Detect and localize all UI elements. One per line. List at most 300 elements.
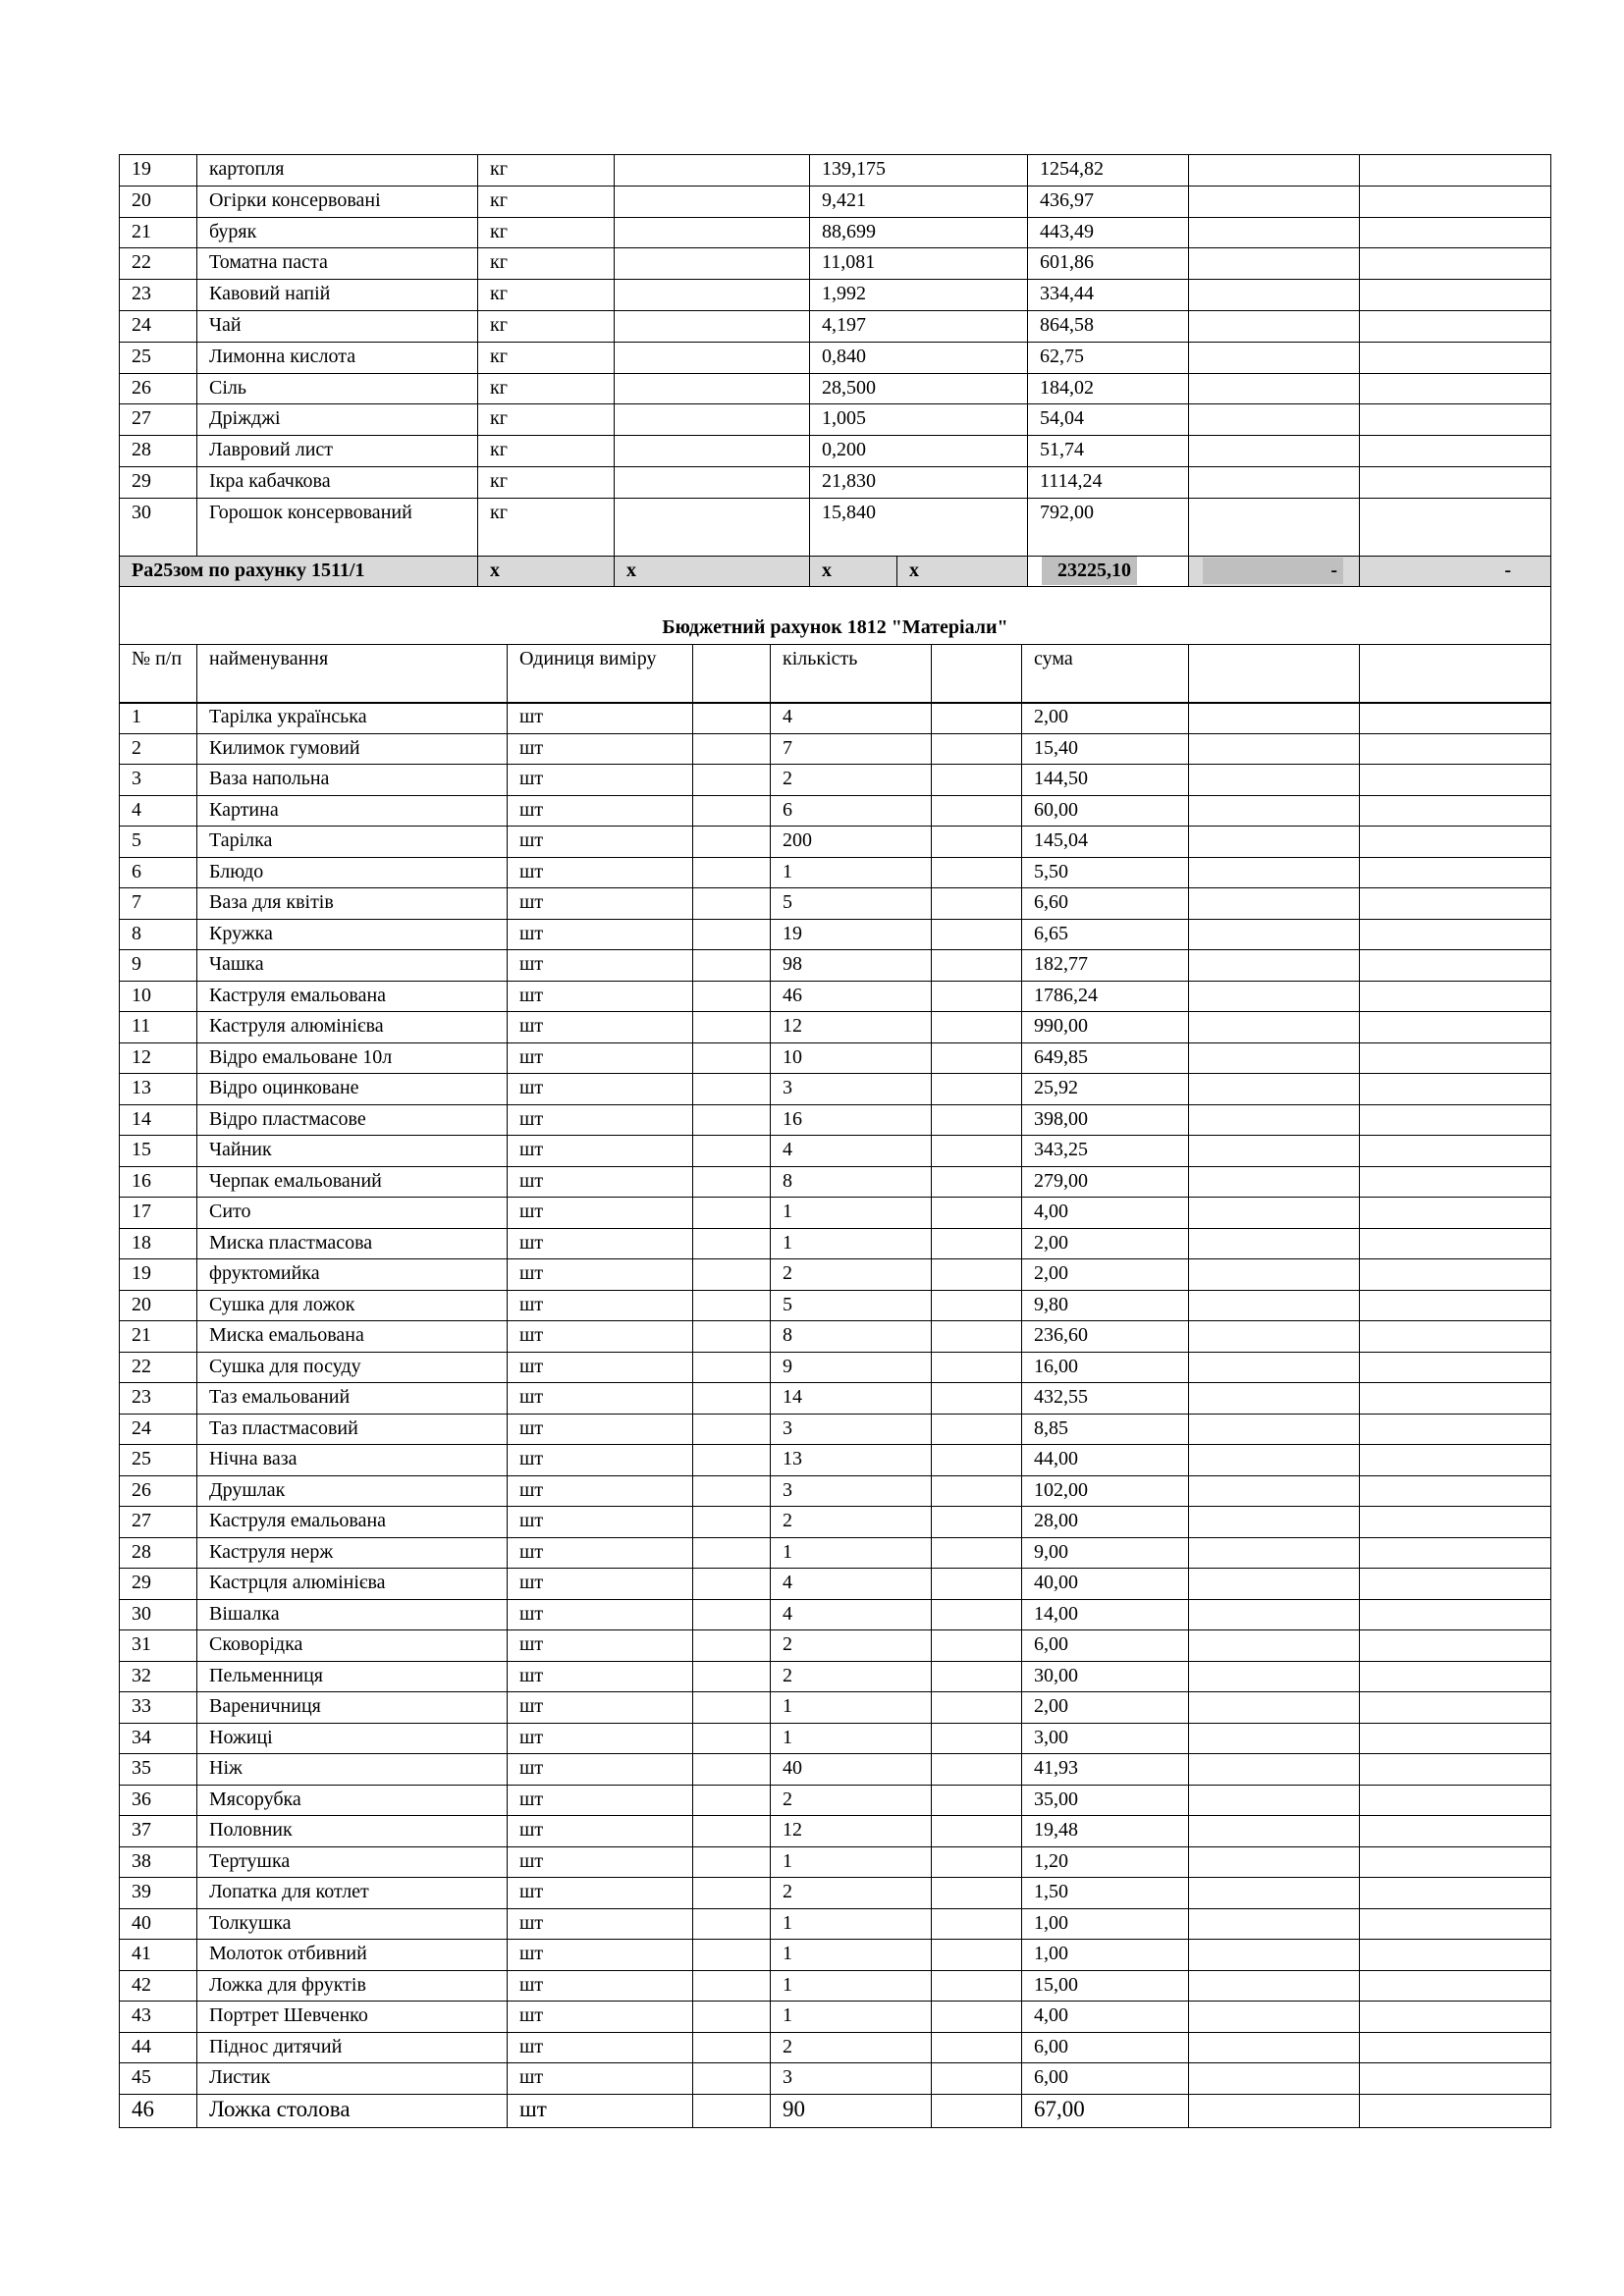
table-row <box>120 1661 1551 1692</box>
empty-cell <box>1360 1630 1551 1662</box>
item-unit: кг <box>478 342 615 373</box>
empty-cell <box>1360 1104 1551 1136</box>
empty-cell <box>932 1569 1022 1600</box>
row-number: 33 <box>120 1692 197 1724</box>
empty-cell <box>615 310 810 342</box>
item-sum: 14,00 <box>1022 1599 1189 1630</box>
item-unit: шт <box>508 888 693 920</box>
item-quantity: 16 <box>771 1104 932 1136</box>
item-unit: шт <box>508 1414 693 1445</box>
item-sum: 6,00 <box>1022 1630 1189 1662</box>
empty-cell <box>1360 888 1551 920</box>
empty-cell <box>693 981 771 1012</box>
empty-cell <box>932 1630 1022 1662</box>
item-quantity: 1 <box>771 1846 932 1878</box>
item-name: Лимонна кислота <box>197 342 478 373</box>
item-unit: шт <box>508 857 693 888</box>
table-row <box>120 2063 1551 2095</box>
item-name: Лавровий лист <box>197 436 478 467</box>
empty-cell <box>1360 795 1551 827</box>
item-quantity: 4,197 <box>810 310 1028 342</box>
item-unit: кг <box>478 373 615 404</box>
item-quantity: 1 <box>771 1198 932 1229</box>
row-number: 22 <box>120 248 197 280</box>
empty-cell <box>1360 1228 1551 1259</box>
empty-cell <box>1360 765 1551 796</box>
table-row <box>120 1816 1551 1847</box>
item-unit: шт <box>508 1692 693 1724</box>
row-number: 19 <box>120 1259 197 1291</box>
item-name: Каструля нерж <box>197 1537 508 1569</box>
empty-cell <box>932 1198 1022 1229</box>
empty-cell <box>615 436 810 467</box>
item-name: картопля <box>197 155 478 187</box>
empty-cell <box>1189 342 1360 373</box>
header-sum: сума <box>1022 645 1189 704</box>
empty-cell <box>932 1692 1022 1724</box>
item-name: Таз емальований <box>197 1383 508 1415</box>
item-sum: 51,74 <box>1028 436 1189 467</box>
empty-cell <box>693 1970 771 2002</box>
item-name: Таз пластмасовий <box>197 1414 508 1445</box>
empty-cell <box>1189 280 1360 311</box>
item-sum: 30,00 <box>1022 1661 1189 1692</box>
empty-cell <box>1360 1166 1551 1198</box>
empty-cell <box>1360 1259 1551 1291</box>
empty-cell <box>1189 186 1360 217</box>
item-unit: шт <box>508 2094 693 2127</box>
empty-cell <box>693 2063 771 2095</box>
row-number: 10 <box>120 981 197 1012</box>
table-row <box>120 1940 1551 1971</box>
item-sum: 649,85 <box>1022 1042 1189 1074</box>
empty-cell <box>932 733 1022 765</box>
summary-dash-cell <box>1189 556 1360 586</box>
empty-cell <box>932 1878 1022 1909</box>
row-number: 32 <box>120 1661 197 1692</box>
empty-cell <box>693 1475 771 1507</box>
empty-cell <box>1360 1661 1551 1692</box>
item-unit: шт <box>508 1104 693 1136</box>
empty-cell <box>1360 1846 1551 1878</box>
item-quantity: 0,840 <box>810 342 1028 373</box>
item-sum: 990,00 <box>1022 1012 1189 1043</box>
item-name: Картина <box>197 795 508 827</box>
item-sum: 184,02 <box>1028 373 1189 404</box>
table-row <box>120 186 1551 217</box>
empty-cell <box>1360 1136 1551 1167</box>
item-name: Ваза для квітів <box>197 888 508 920</box>
empty-cell <box>693 1630 771 1662</box>
empty-cell <box>693 888 771 920</box>
empty-cell <box>693 1290 771 1321</box>
item-name: Миска пластмасова <box>197 1228 508 1259</box>
item-quantity: 19 <box>771 919 932 950</box>
item-sum: 8,85 <box>1022 1414 1189 1445</box>
item-unit: шт <box>508 919 693 950</box>
empty-cell <box>932 1074 1022 1105</box>
empty-cell <box>1360 217 1551 248</box>
empty-cell <box>1360 2032 1551 2063</box>
empty-cell <box>693 1352 771 1383</box>
empty-cell <box>1189 1259 1360 1291</box>
empty-cell <box>932 1723 1022 1754</box>
table-row <box>120 280 1551 311</box>
item-quantity: 1 <box>771 1940 932 1971</box>
item-unit: кг <box>478 404 615 436</box>
row-number: 16 <box>120 1166 197 1198</box>
item-name: Листик <box>197 2063 508 2095</box>
item-sum: 1,20 <box>1022 1846 1189 1878</box>
item-name: Сушка для ложок <box>197 1290 508 1321</box>
empty-cell <box>693 1940 771 1971</box>
table-row <box>120 498 1551 556</box>
header-number: № п/п <box>120 645 197 704</box>
row-number: 27 <box>120 404 197 436</box>
row-number: 42 <box>120 1970 197 2002</box>
empty-cell <box>1360 1723 1551 1754</box>
table-row <box>120 1630 1551 1662</box>
item-sum: 1114,24 <box>1028 466 1189 498</box>
row-number: 24 <box>120 310 197 342</box>
row-number: 7 <box>120 888 197 920</box>
empty-cell <box>1360 466 1551 498</box>
empty-cell <box>1360 404 1551 436</box>
table-row <box>120 1321 1551 1353</box>
empty-cell <box>1360 498 1551 556</box>
item-unit: шт <box>508 1661 693 1692</box>
row-number: 12 <box>120 1042 197 1074</box>
empty-cell <box>1189 1754 1360 1786</box>
row-number: 34 <box>120 1723 197 1754</box>
empty-cell <box>1360 827 1551 858</box>
row-number: 4 <box>120 795 197 827</box>
item-sum: 6,65 <box>1022 919 1189 950</box>
item-unit: шт <box>508 1352 693 1383</box>
item-quantity: 2 <box>771 1630 932 1662</box>
item-sum: 1,50 <box>1022 1878 1189 1909</box>
empty-cell <box>1189 2063 1360 2095</box>
empty-cell <box>1189 919 1360 950</box>
item-unit: кг <box>478 155 615 187</box>
empty-cell <box>693 1042 771 1074</box>
item-name: Каструля алюмінієва <box>197 1012 508 1043</box>
item-quantity: 12 <box>771 1012 932 1043</box>
item-quantity: 1 <box>771 1228 932 1259</box>
item-quantity: 11,081 <box>810 248 1028 280</box>
table-row <box>120 404 1551 436</box>
item-sum: 1,00 <box>1022 1940 1189 1971</box>
item-quantity: 1 <box>771 857 932 888</box>
item-sum: 54,04 <box>1028 404 1189 436</box>
item-unit: шт <box>508 703 693 734</box>
item-unit: шт <box>508 1445 693 1476</box>
row-number: 35 <box>120 1754 197 1786</box>
item-name: Відро пластмасове <box>197 1104 508 1136</box>
empty-cell <box>932 1104 1022 1136</box>
table-row <box>120 1012 1551 1043</box>
empty-cell <box>693 1507 771 1538</box>
item-unit: шт <box>508 981 693 1012</box>
row-number: 29 <box>120 1569 197 1600</box>
row-number: 44 <box>120 2032 197 2063</box>
item-sum: 15,40 <box>1022 733 1189 765</box>
item-sum: 15,00 <box>1022 1970 1189 2002</box>
row-number: 43 <box>120 2002 197 2033</box>
summary-row <box>120 556 1551 586</box>
row-number: 5 <box>120 827 197 858</box>
empty-cell <box>693 2002 771 2033</box>
item-sum: 9,80 <box>1022 1290 1189 1321</box>
item-sum: 398,00 <box>1022 1104 1189 1136</box>
item-name: Ікра кабачкова <box>197 466 478 498</box>
empty-cell <box>1189 2032 1360 2063</box>
empty-cell <box>1360 310 1551 342</box>
item-name: Лопатка для котлет <box>197 1878 508 1909</box>
item-quantity: 90 <box>771 2094 932 2127</box>
empty-cell <box>932 1507 1022 1538</box>
account-1511-table <box>119 154 1551 645</box>
table-row <box>120 2094 1551 2127</box>
account-1812-table <box>119 702 1551 2128</box>
empty-cell <box>932 1908 1022 1940</box>
empty-cell <box>1189 1198 1360 1229</box>
empty-cell <box>1189 888 1360 920</box>
empty-cell <box>1360 1198 1551 1229</box>
empty-cell <box>932 950 1022 982</box>
empty-cell <box>1189 1785 1360 1816</box>
item-unit: шт <box>508 827 693 858</box>
item-name: Каструля емальована <box>197 1507 508 1538</box>
item-unit: шт <box>508 1785 693 1816</box>
item-sum: 601,86 <box>1028 248 1189 280</box>
empty-cell <box>615 342 810 373</box>
table-row <box>120 1692 1551 1724</box>
row-number: 38 <box>120 1846 197 1878</box>
item-quantity: 9 <box>771 1352 932 1383</box>
item-sum: 432,55 <box>1022 1383 1189 1415</box>
row-number: 18 <box>120 1228 197 1259</box>
header-empty <box>693 645 771 704</box>
empty-cell <box>1189 1383 1360 1415</box>
item-name: Чашка <box>197 950 508 982</box>
table-row <box>120 1599 1551 1630</box>
item-sum: 6,60 <box>1022 888 1189 920</box>
empty-cell <box>693 1569 771 1600</box>
item-sum: 145,04 <box>1022 827 1189 858</box>
table-row <box>120 436 1551 467</box>
item-name: Горошок консервований <box>197 498 478 556</box>
item-quantity: 5 <box>771 1290 932 1321</box>
item-sum: 2,00 <box>1022 1259 1189 1291</box>
empty-cell <box>1360 280 1551 311</box>
item-sum: 60,00 <box>1022 795 1189 827</box>
empty-cell <box>932 1352 1022 1383</box>
empty-cell <box>693 1754 771 1786</box>
table-row <box>120 155 1551 187</box>
item-sum: 279,00 <box>1022 1166 1189 1198</box>
item-unit: шт <box>508 1259 693 1291</box>
item-quantity: 3 <box>771 1074 932 1105</box>
item-quantity: 200 <box>771 827 932 858</box>
empty-cell <box>1360 1507 1551 1538</box>
item-unit: кг <box>478 310 615 342</box>
item-quantity: 1 <box>771 1692 932 1724</box>
table-row <box>120 1042 1551 1074</box>
table-row <box>120 373 1551 404</box>
empty-cell <box>932 981 1022 1012</box>
item-sum: 4,00 <box>1022 2002 1189 2033</box>
row-number: 37 <box>120 1816 197 1847</box>
item-name: Томатна паста <box>197 248 478 280</box>
item-quantity: 1,005 <box>810 404 1028 436</box>
row-number: 41 <box>120 1940 197 1971</box>
item-unit: шт <box>508 1074 693 1105</box>
row-number: 2 <box>120 733 197 765</box>
empty-cell <box>1189 1042 1360 1074</box>
empty-cell <box>693 827 771 858</box>
empty-cell <box>693 1321 771 1353</box>
empty-cell <box>1360 1290 1551 1321</box>
empty-cell <box>693 1537 771 1569</box>
empty-cell <box>932 1537 1022 1569</box>
row-number: 15 <box>120 1136 197 1167</box>
item-sum: 44,00 <box>1022 1445 1189 1476</box>
empty-cell <box>693 919 771 950</box>
item-sum: 6,00 <box>1022 2032 1189 2063</box>
row-number: 23 <box>120 280 197 311</box>
empty-cell <box>1360 1414 1551 1445</box>
item-unit: шт <box>508 2032 693 2063</box>
empty-cell <box>932 2032 1022 2063</box>
empty-cell <box>932 1383 1022 1415</box>
empty-cell <box>1360 1692 1551 1724</box>
empty-cell <box>1189 1569 1360 1600</box>
empty-cell <box>1360 1074 1551 1105</box>
empty-cell <box>1360 1321 1551 1353</box>
empty-cell <box>932 1042 1022 1074</box>
item-quantity: 2 <box>771 1507 932 1538</box>
empty-cell <box>932 1940 1022 1971</box>
table-row <box>120 1198 1551 1229</box>
empty-cell <box>1360 981 1551 1012</box>
summary-total: 23225,10 <box>1042 557 1137 585</box>
table-row <box>120 2032 1551 2063</box>
item-name: Огірки консервовані <box>197 186 478 217</box>
table-row <box>120 2002 1551 2033</box>
item-name: Блюдо <box>197 857 508 888</box>
item-quantity: 88,699 <box>810 217 1028 248</box>
item-sum: 334,44 <box>1028 280 1189 311</box>
item-name: Ваза напольна <box>197 765 508 796</box>
item-unit: кг <box>478 436 615 467</box>
empty-cell <box>615 280 810 311</box>
empty-cell <box>693 2032 771 2063</box>
empty-cell <box>932 703 1022 734</box>
item-unit: шт <box>508 1723 693 1754</box>
item-unit: шт <box>508 795 693 827</box>
row-number: 25 <box>120 1445 197 1476</box>
item-name: Черпак емальований <box>197 1166 508 1198</box>
empty-cell <box>1360 436 1551 467</box>
empty-cell <box>693 1661 771 1692</box>
item-sum: 436,97 <box>1028 186 1189 217</box>
item-name: Кастрцля алюмінієва <box>197 1569 508 1600</box>
empty-cell <box>693 795 771 827</box>
empty-cell <box>615 248 810 280</box>
item-sum: 9,00 <box>1022 1537 1189 1569</box>
empty-cell <box>1360 2094 1551 2127</box>
empty-cell <box>1189 1878 1360 1909</box>
header-empty <box>932 645 1022 704</box>
item-sum: 2,00 <box>1022 1692 1189 1724</box>
item-quantity: 3 <box>771 2063 932 2095</box>
item-sum: 16,00 <box>1022 1352 1189 1383</box>
table-row <box>120 827 1551 858</box>
table-row <box>120 1723 1551 1754</box>
item-unit: кг <box>478 280 615 311</box>
item-name: Ложка для фруктів <box>197 1970 508 2002</box>
item-quantity: 21,830 <box>810 466 1028 498</box>
empty-cell <box>693 857 771 888</box>
empty-cell <box>932 1166 1022 1198</box>
empty-cell <box>1189 310 1360 342</box>
empty-cell <box>1189 1352 1360 1383</box>
summary-dash: - <box>1360 556 1551 586</box>
empty-cell <box>1360 1445 1551 1476</box>
empty-cell <box>932 888 1022 920</box>
empty-cell <box>932 2063 1022 2095</box>
item-sum: 102,00 <box>1022 1475 1189 1507</box>
row-number: 24 <box>120 1414 197 1445</box>
item-quantity: 6 <box>771 795 932 827</box>
row-number: 26 <box>120 373 197 404</box>
empty-cell <box>1189 1537 1360 1569</box>
table-row <box>120 1785 1551 1816</box>
empty-cell <box>1360 1012 1551 1043</box>
empty-cell <box>1189 1816 1360 1847</box>
row-number: 8 <box>120 919 197 950</box>
row-number: 3 <box>120 765 197 796</box>
item-quantity: 2 <box>771 2032 932 2063</box>
summary-label: Ра25зом по рахунку 1511/1 <box>120 556 478 586</box>
row-number: 30 <box>120 1599 197 1630</box>
empty-cell <box>1360 1970 1551 2002</box>
table-row <box>120 857 1551 888</box>
empty-cell <box>1189 795 1360 827</box>
table-row <box>120 703 1551 734</box>
item-sum: 35,00 <box>1022 1785 1189 1816</box>
item-unit: шт <box>508 1878 693 1909</box>
item-unit: шт <box>508 950 693 982</box>
row-number: 28 <box>120 436 197 467</box>
item-unit: шт <box>508 1042 693 1074</box>
table-row <box>120 1445 1551 1476</box>
table-row <box>120 888 1551 920</box>
item-quantity: 10 <box>771 1042 932 1074</box>
table-row <box>120 1383 1551 1415</box>
item-quantity: 8 <box>771 1321 932 1353</box>
summary-dash: - <box>1203 558 1343 584</box>
item-quantity: 2 <box>771 1878 932 1909</box>
row-number: 39 <box>120 1878 197 1909</box>
empty-cell <box>1189 950 1360 982</box>
table-row <box>120 217 1551 248</box>
empty-cell <box>1189 1723 1360 1754</box>
table-row <box>120 981 1551 1012</box>
summary-x: х <box>810 556 897 586</box>
empty-cell <box>693 1012 771 1043</box>
